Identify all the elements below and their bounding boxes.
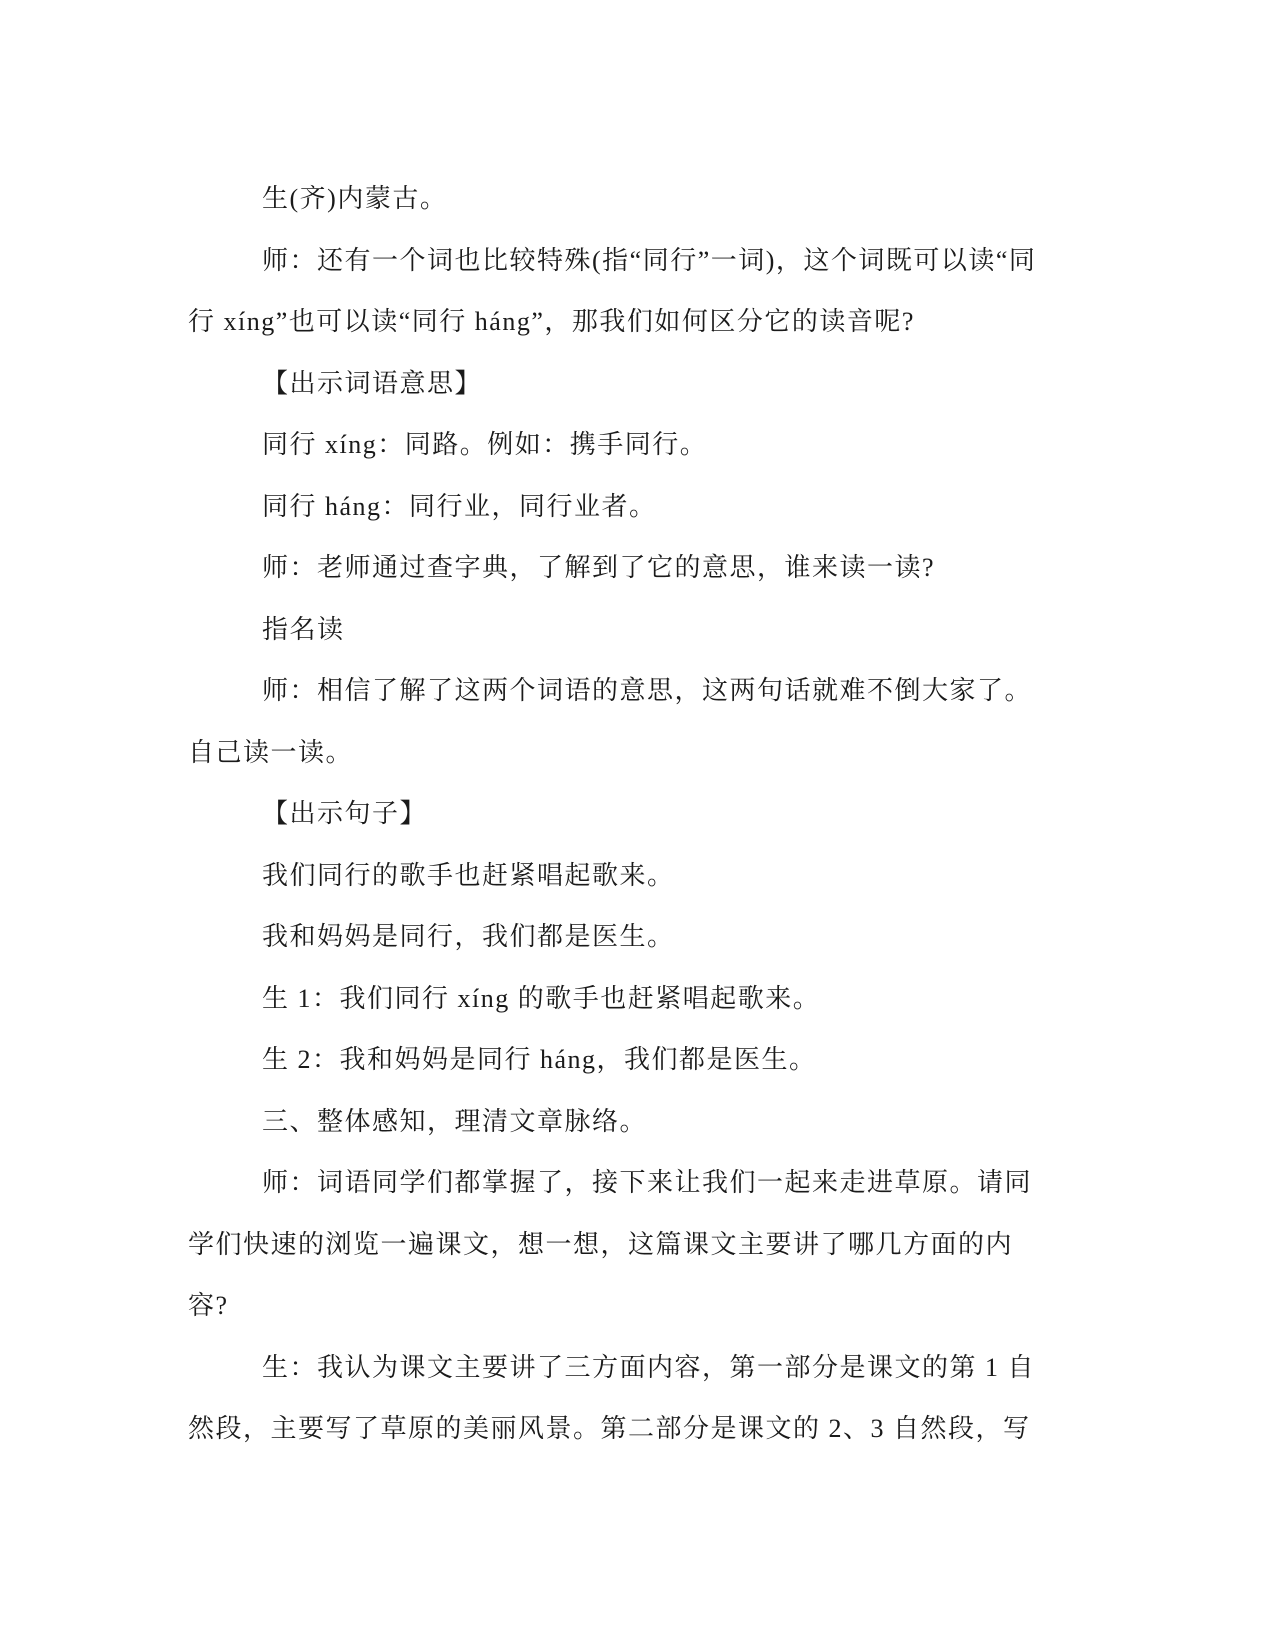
text-line: 同行 háng：同行业，同行业者。	[262, 491, 657, 521]
section-heading: 【出示句子】	[262, 799, 428, 828]
text-line: 自己读一读。	[188, 737, 354, 767]
text-line: 指名读	[262, 614, 345, 644]
text-line: 我和妈妈是同行，我们都是医生。	[262, 922, 675, 951]
text-line: 生：我认为课文主要讲了三方面内容，第一部分是课文的第 1 自	[262, 1352, 1036, 1382]
text-line: 然段，主要写了草原的美丽风景。第二部分是课文的 2、3 自然段，写	[188, 1414, 1031, 1443]
text-line: 生 1：我们同行 xíng 的歌手也赶紧唱起歌来。	[262, 983, 821, 1013]
text-line: 我们同行的歌手也赶紧唱起歌来。	[262, 860, 675, 890]
text-line: 师：老师通过查字典，了解到了它的意思，谁来读一读?	[262, 553, 936, 582]
section-heading: 三、整体感知，理清文章脉络。	[262, 1106, 648, 1136]
text-line: 师：相信了解了这两个词语的意思，这两句话就难不倒大家了。	[262, 676, 1033, 705]
document-body	[188, 168, 1088, 1460]
text-line: 生 2：我和妈妈是同行 háng，我们都是医生。	[262, 1045, 817, 1074]
text-line: 生(齐)内蒙古。	[262, 184, 448, 213]
text-line: 行 xíng”也可以读“同行 háng”，那我们如何区分它的读音呢?	[188, 307, 915, 336]
text-line: 容?	[188, 1291, 229, 1320]
text-line: 师：还有一个词也比较特殊(指“同行”一词)，这个词既可以读“同	[262, 245, 1037, 275]
text-line: 学们快速的浏览一遍课文，想一想，这篇课文主要讲了哪几方面的内	[188, 1229, 1014, 1259]
text-line: 师：词语同学们都掌握了，接下来让我们一起来走进草原。请同	[262, 1168, 1033, 1197]
section-heading: 【出示词语意思】	[262, 368, 483, 398]
text-line: 同行 xíng：同路。例如：携手同行。	[262, 430, 708, 459]
